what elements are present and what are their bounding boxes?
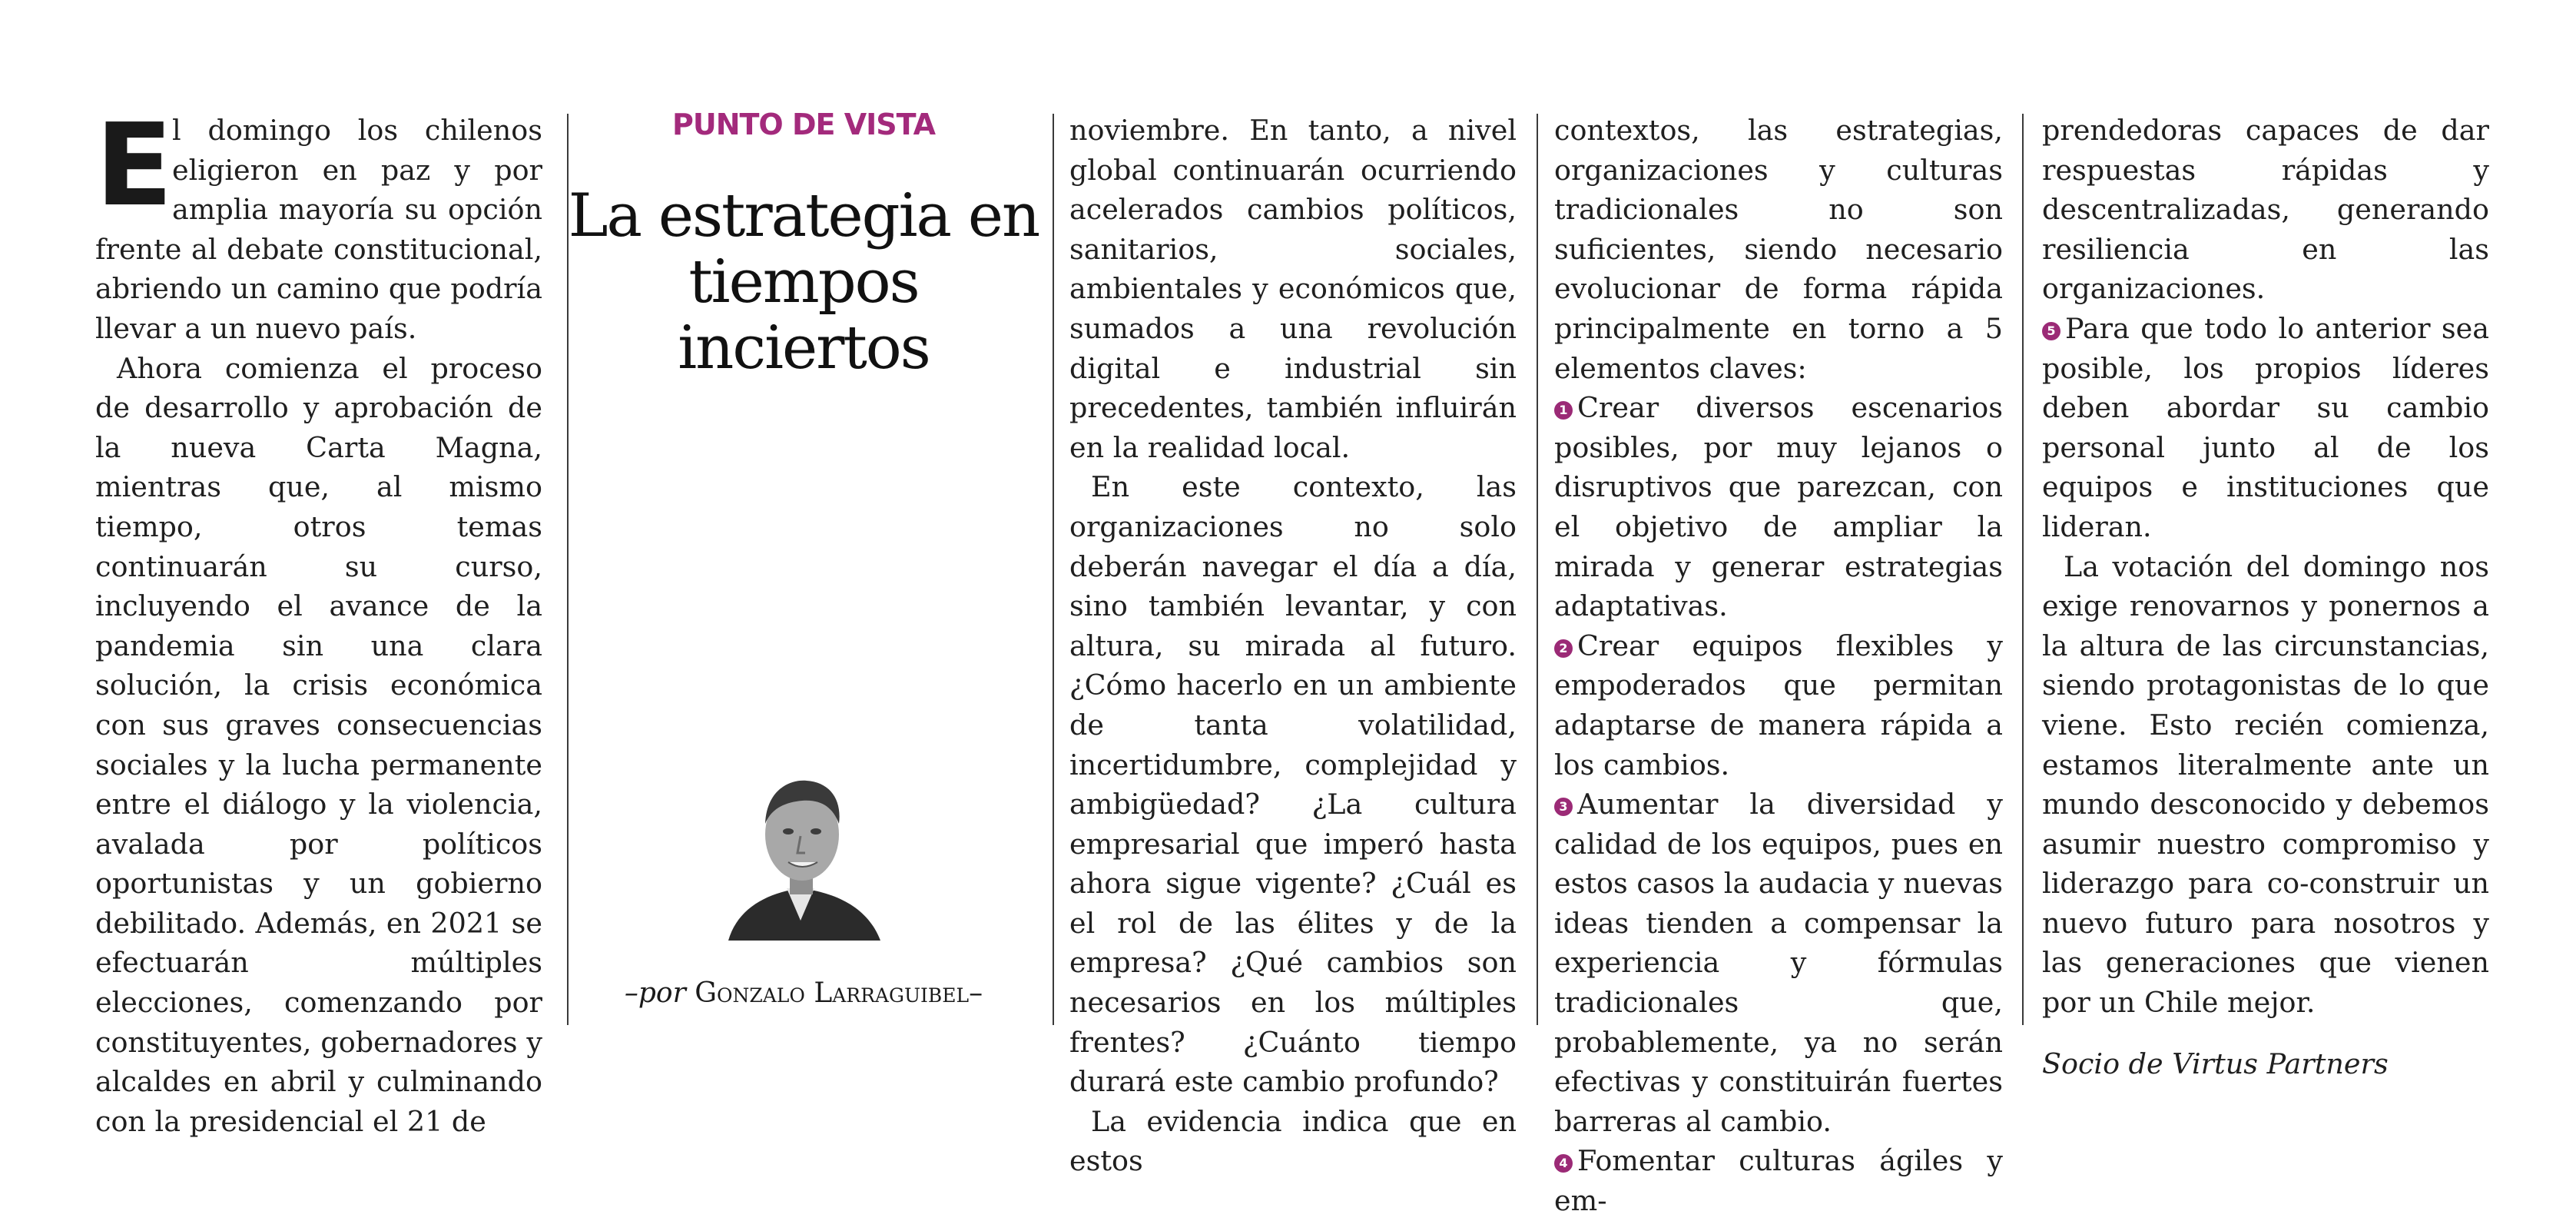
author-name: Gonzalo Larraguibel: [695, 977, 970, 1009]
list-item-text: Para que todo lo anterior sea posible, los propios líderes deben abordar su cambio personal junto al de los equipos e instituciones que lideran.: [2042, 311, 2489, 543]
list-item-text: Aumentar la diversidad y calidad de los equipos, pues en estos casos la audacia y nuevas ideas tienden a compensar la experiencia y fórmulas tradicionales que, probablemente, ya no serán efectivas y constituirán fuertes barreras al cambio.: [1554, 788, 2003, 1138]
number-badge: 1: [1554, 401, 1573, 420]
author-signature: Socio de Virtus Partners: [2042, 1047, 2389, 1080]
number-badge: 5: [2042, 322, 2060, 340]
article-column-1: [95, 99, 542, 1141]
list-item: [1554, 388, 2003, 626]
byline-suffix: –: [969, 977, 983, 1009]
list-item: [1554, 785, 2003, 1141]
author-byline: [564, 977, 1043, 1009]
list-item-text: Crear diversos escenarios posibles, por muy lejanos o disruptivos que parezcan, con el objetivo de ampliar la mirada y generar estrategias adaptativas.: [1554, 391, 2003, 623]
paragraph: [95, 99, 542, 349]
paragraph: Ahora comienza el proceso de desarrollo y aprobación de la nueva Carta Magna, mientras que, al mismo tiempo, otros temas continuarán su curso, incluyendo el avance de la pandemia sin una clara solución, la crisis económica con sus graves consecuencias sociales y la lucha permanente entre el diálogo y la violencia, avalada por políticos oportunistas y un gobierno debilitado. Además, en 2021 se efectuarán múltiples elecciones, comenzando por constituyentes, gobernadores y alcaldes en abril y culminando con la presidencial el 21 de: [95, 351, 542, 1138]
paragraph: prendedoras capaces de dar respuestas rápidas y descentralizadas, generando resiliencia en las organizaciones.: [2042, 114, 2489, 306]
author-portrait: [722, 758, 884, 942]
column-rule: [1537, 114, 1538, 1025]
column-rule: [1053, 114, 1054, 1025]
column-rule: [2022, 114, 2024, 1025]
article-headline: La estrategia en tiempos inciertos: [568, 181, 1039, 383]
paragraph-text: l domingo los chilenos eligieron en paz y por amplia mayoría su opción frente al debate constitucional, abriendo un camino que podría llevar a un nuevo país.: [95, 114, 542, 345]
paragraph: La votación del domingo nos exige renovarnos y ponernos a la altura de las circunstancias, siendo protagonistas de lo que viene. Esto recién comienza, estamos literalmente ante un mundo desconocido y debemos asumir nuestro compromiso y liderazgo para co-construir un nuevo futuro para nosotros y las generaciones que vienen por un Chile mejor.: [2042, 549, 2489, 1020]
number-badge: 4: [1554, 1154, 1573, 1173]
list-item: [1554, 1141, 2003, 1220]
drop-cap: E: [95, 99, 174, 231]
paragraph: noviembre. En tanto, a nivel global continuarán ocurriendo acelerados cambios políticos, sanitarios, sociales, ambientales y económicos que, sumados a una revolución digital e industrial sin precedentes, también influirán en la realidad local.: [1069, 114, 1517, 464]
list-item: [1554, 626, 2003, 785]
number-badge: 2: [1554, 639, 1573, 658]
list-item: [2042, 309, 2489, 547]
article-column-4: [1554, 111, 2003, 1221]
article-column-3: [1069, 111, 1517, 1181]
byline-prefix: –por: [624, 977, 686, 1009]
paragraph: contextos, las estrategias, organizaciones y culturas tradicionales no son suficientes, siendo necesario evolucionar de forma rápida principalmente en torno a 5 elementos claves:: [1554, 114, 2003, 385]
section-kicker: PUNTO DE VISTA: [672, 108, 935, 141]
list-item-text: Fomentar culturas ágiles y em-: [1554, 1144, 2003, 1218]
number-badge: 3: [1554, 798, 1573, 816]
paragraph: En este contexto, las organizaciones no solo deberán navegar el día a día, sino también levantar, y con altura, su mirada al futuro. ¿Cómo hacerlo en un ambiente de tanta volatilidad, incertidumbre, complejidad y ambigüedad? ¿La cultura empresarial que imperó hasta ahora sigue vigente? ¿Cuál es el rol de las élites y de la empresa? ¿Qué cambios son necesarios en los múltiples frentes? ¿Cuánto tiempo durará este cambio profundo?: [1069, 470, 1517, 1099]
list-item-text: Crear equipos flexibles y empoderados que permitan adaptarse de manera rápida a los cambios.: [1554, 629, 2003, 781]
paragraph: La evidencia indica que en estos: [1069, 1104, 1517, 1178]
article-column-5: [2042, 111, 2489, 1083]
